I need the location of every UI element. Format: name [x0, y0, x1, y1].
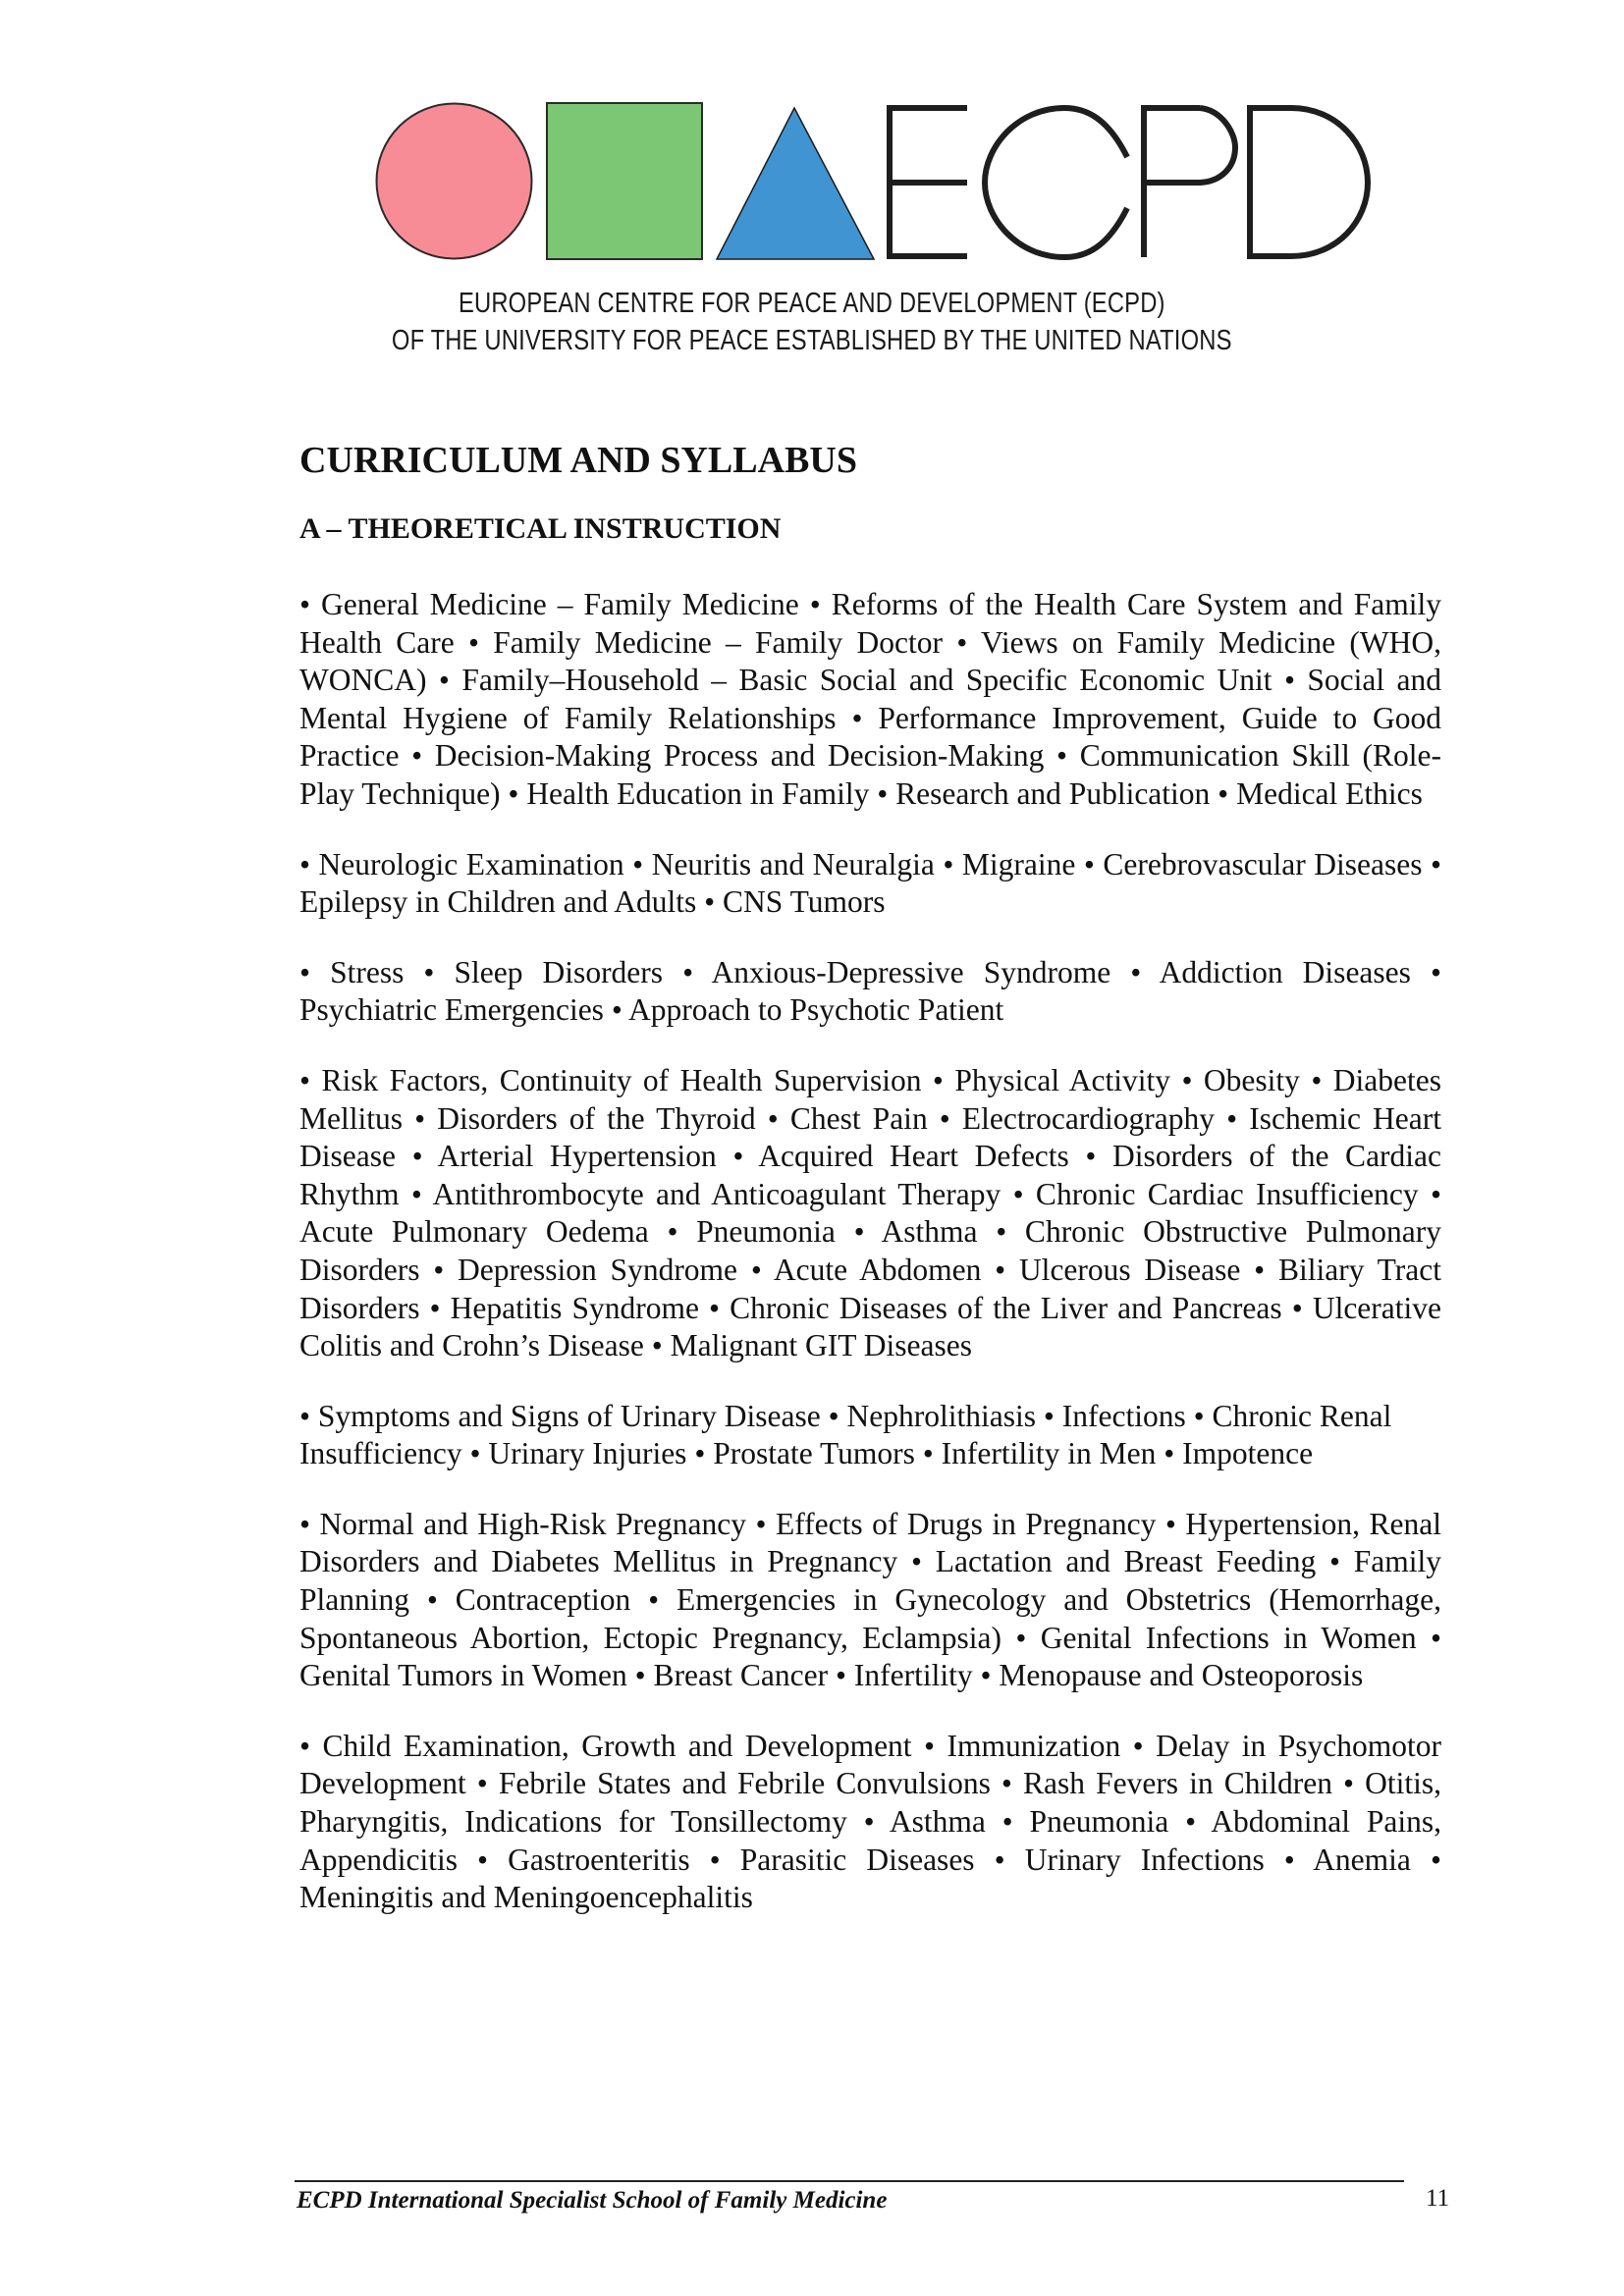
syllabus-paragraph-pediatrics: • Child Examination, Growth and Development • Immunization • Delay in Psychomotor Development • Febrile States and Febrile Convulsions • Rash Fevers in Children • Otitis, Pharyngitis, Indications for Tonsillectomy • Asthma • Pneumonia • Abdominal Pains, Appendicitis • Gastroenteritis • Parasitic Diseases • Urinary Infections • Anemia • Meningitis and Meningoencephalitis	[299, 1728, 1441, 1915]
syllabus-content	[299, 586, 1441, 1949]
footer-divider	[295, 2180, 1404, 2182]
footer-school-name: ECPD International Specialist School of Family Medicine	[297, 2187, 888, 2214]
syllabus-paragraph-gynecology: • Normal and High-Risk Pregnancy • Effects of Drugs in Pregnancy • Hypertension, Renal Disorders and Diabetes Mellitus in Pregnancy • Lactation and Breast Feeding • Family Planning • Contraception • Emergencies in Gynecology and Obstetrics (Hemorrhage, Spontaneous Abortion, Ectopic Pregnancy, Eclampsia) • Genital Infections in Women • Genital Tumors in Women • Breast Cancer • Infertility • Menopause and Osteoporosis	[299, 1506, 1441, 1693]
ecpd-logo	[0, 0, 1624, 275]
syllabus-paragraph-general: • General Medicine – Family Medicine • Reforms of the Health Care System and Family Health Care • Family Medicine – Family Doctor • Views on Family Medicine (WHO, WONCA) • Family–Household – Basic Social and Specific Economic Unit • Social and Mental Hygiene of Family Relationships • Performance Improvement, Guide to Good Practice • Decision-Making Process and Decision-Making • Communication Skill (Role-Play Technique) • Health Education in Family • Research and Publication • Medical Ethics	[299, 587, 1441, 811]
logo-wordmark	[890, 108, 1368, 257]
org-name-line-2	[0, 325, 1624, 357]
logo-square-icon	[547, 103, 702, 259]
syllabus-paragraph-psychiatry: • Stress • Sleep Disorders • Anxious-Depressive Syndrome • Addiction Diseases • Psychiatric Emergencies • Approach to Psychotic Patient	[299, 954, 1441, 1028]
org-name-line-2-text: OF THE UNIVERSITY FOR PEACE ESTABLISHED BY THE UNITED NATIONS	[392, 325, 1232, 356]
syllabus-paragraph-internal-medicine: • Risk Factors, Continuity of Health Supervision • Physical Activity • Obesity • Diabetes Mellitus • Disorders of the Thyroid • Chest Pain • Electrocardiography • Ischemic Heart Disease • Arterial Hypertension • Acquired Heart Defects • Disorders of the Cardiac Rhythm • Antithrombocyte and Anticoagulant Therapy • Chronic Cardiac Insufficiency • Acute Pulmonary Oedema • Pneumonia • Asthma • Chronic Obstructive Pulmonary Disorders • Depression Syndrome • Acute Abdomen • Ulcerous Disease • Biliary Tract Disorders • Hepatitis Syndrome • Chronic Diseases of the Liver and Pancreas • Ulcerative Colitis and Crohn’s Disease • Malignant GIT Diseases	[299, 1062, 1441, 1363]
syllabus-paragraph-neurology: • Neurologic Examination • Neuritis and Neuralgia • Migraine • Cerebrovascular Diseases • Epilepsy in Children and Adults • CNS Tumors	[299, 846, 1441, 920]
org-name-line-1	[0, 288, 1624, 320]
org-name-line-1-text: EUROPEAN CENTRE FOR PEACE AND DEVELOPMENT (ECPD)	[459, 288, 1165, 319]
page-number: 11	[1426, 2185, 1450, 2212]
page-title: CURRICULUM AND SYLLABUS	[299, 440, 857, 481]
syllabus-paragraph-urology: • Symptoms and Signs of Urinary Disease • Nephrolithiasis • Infections • Chronic Renal Insufficiency • Urinary Injuries • Prostate Tumors • Infertility in Men • Impotence	[299, 1398, 1392, 1471]
section-heading: A – THEORETICAL INSTRUCTION	[299, 512, 782, 545]
logo-circle-icon	[377, 104, 532, 259]
logo-triangle-icon	[717, 108, 874, 259]
